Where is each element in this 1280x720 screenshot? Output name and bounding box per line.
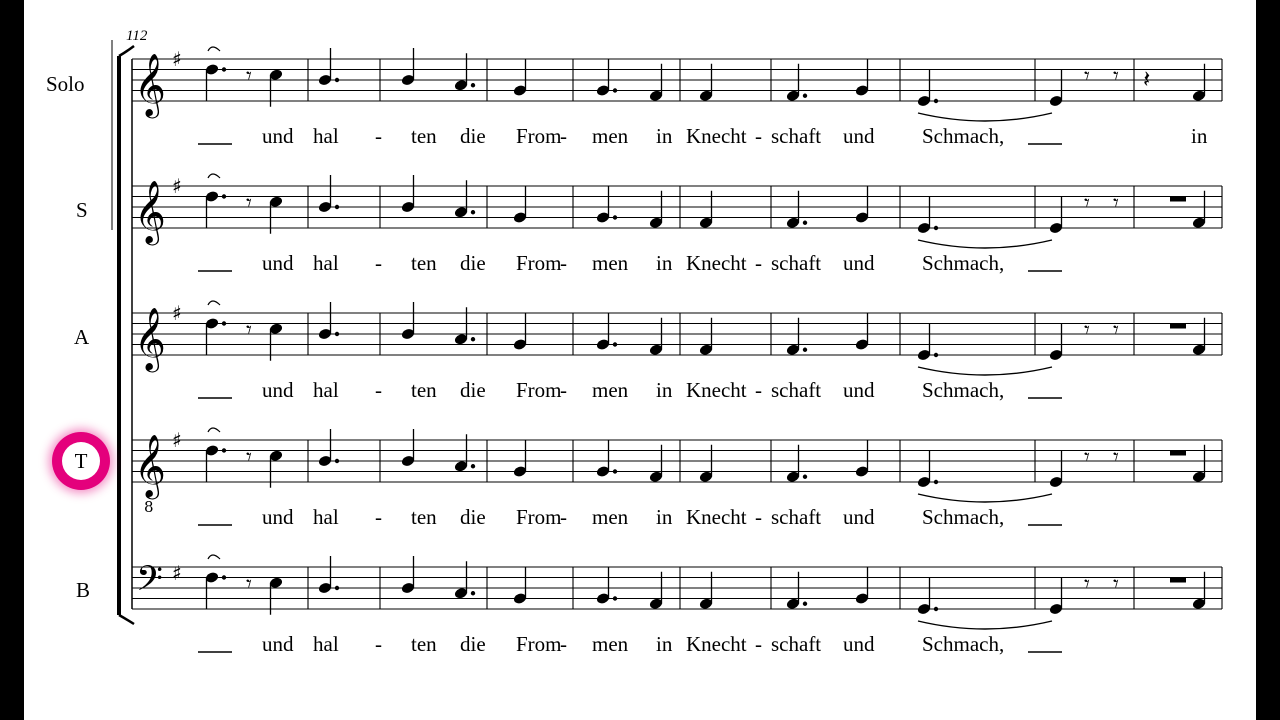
slur <box>918 621 1052 629</box>
lyric-syllable: - <box>375 632 382 656</box>
eighth-rest: 𝄾 <box>1084 64 1090 89</box>
lyric-syllable: hal <box>313 632 339 656</box>
lyric-syllable: - <box>375 378 382 402</box>
dot <box>803 475 807 479</box>
eighth-rest: 𝄾 <box>246 445 252 470</box>
dot <box>335 459 339 463</box>
dot <box>934 99 938 103</box>
lyric-syllable: From <box>516 251 562 275</box>
eighth-rest: 𝄾 <box>1113 445 1119 470</box>
lyric-syllable: hal <box>313 505 339 529</box>
lyric-syllable: - <box>560 505 567 529</box>
eighth-rest: 𝄾 <box>1084 318 1090 343</box>
lyric-syllable: und <box>262 505 294 529</box>
treble-clef: 𝄞 <box>134 180 166 243</box>
lyric-syllable: From <box>516 378 562 402</box>
dot <box>613 215 617 219</box>
lyric-syllable: die <box>460 378 486 402</box>
quarter-rest: 𝄽 <box>1143 65 1151 93</box>
eighth-rest: 𝄾 <box>1113 572 1119 597</box>
lyric-syllable: Knecht <box>686 124 747 148</box>
lyric-syllable: From <box>516 505 562 529</box>
staff-label-alto: A <box>74 325 90 349</box>
lyric-syllable: From <box>516 632 562 656</box>
lyric-syllable: hal <box>313 378 339 402</box>
lyric-syllable: men <box>592 632 629 656</box>
eighth-rest: 𝄾 <box>246 64 252 89</box>
bracket-top-hook <box>119 46 134 56</box>
key-signature-sharp: ♯ <box>172 561 182 585</box>
dot <box>803 94 807 98</box>
lyric-syllable: ten <box>411 505 437 529</box>
lyric-syllable: Knecht <box>686 251 747 275</box>
tie-start <box>208 47 220 51</box>
lyric-syllable: men <box>592 378 629 402</box>
tie-start <box>208 301 220 305</box>
eighth-rest: 𝄾 <box>1113 64 1119 89</box>
dot <box>803 348 807 352</box>
lyric-syllable: ten <box>411 124 437 148</box>
slur <box>918 367 1052 375</box>
bracket-bottom-hook <box>119 615 134 624</box>
key-signature-sharp: ♯ <box>172 47 182 71</box>
dot <box>613 88 617 92</box>
lyric-syllable: - <box>560 632 567 656</box>
dot <box>335 586 339 590</box>
lyric-syllable: - <box>560 378 567 402</box>
staff-1 <box>132 174 1222 248</box>
dot <box>934 353 938 357</box>
slur <box>918 240 1052 248</box>
lyric-syllable: - <box>755 632 762 656</box>
lyric-syllable: in <box>656 378 673 402</box>
lyric-syllable: und <box>262 124 294 148</box>
dot <box>222 67 226 71</box>
dot <box>613 342 617 346</box>
dot <box>222 575 226 579</box>
whole-rest <box>1170 451 1186 456</box>
lyric-syllable: men <box>592 505 629 529</box>
staff-3 <box>132 428 1222 502</box>
dot <box>613 596 617 600</box>
lyric-syllable: - <box>560 251 567 275</box>
lyric-syllable: die <box>460 632 486 656</box>
eighth-rest: 𝄾 <box>1084 572 1090 597</box>
dot <box>471 464 475 468</box>
measure-number: 112 <box>126 28 148 44</box>
lyric-syllable: schaft <box>771 632 822 656</box>
dot <box>803 602 807 606</box>
score-page <box>24 0 1256 720</box>
dot <box>471 337 475 341</box>
tie-start <box>208 555 220 559</box>
lyric-syllable: hal <box>313 124 339 148</box>
slur <box>918 113 1052 121</box>
staff-label-solo: Solo <box>46 72 85 96</box>
dot <box>222 194 226 198</box>
eighth-rest: 𝄾 <box>246 191 252 216</box>
lyric-syllable: in <box>656 124 673 148</box>
lyric-syllable: - <box>375 251 382 275</box>
treble-clef: 𝄞 <box>134 307 166 370</box>
lyric-syllable: - <box>375 124 382 148</box>
lyric-syllable: und <box>843 124 875 148</box>
dot <box>471 83 475 87</box>
lyric-syllable: From <box>516 124 562 148</box>
tie-start <box>208 174 220 178</box>
lyric-syllable: die <box>460 124 486 148</box>
key-signature-sharp: ♯ <box>172 174 182 198</box>
dot <box>222 321 226 325</box>
lyric-syllable: ten <box>411 632 437 656</box>
eighth-rest: 𝄾 <box>1084 445 1090 470</box>
lyric-syllable: Schmach, <box>922 378 1005 402</box>
staff-label-tenor: T <box>74 448 88 473</box>
lyric-syllable: schaft <box>771 505 822 529</box>
whole-rest <box>1170 324 1186 329</box>
lyric-syllable: Schmach, <box>922 505 1005 529</box>
lyric-syllable: Knecht <box>686 632 747 656</box>
staff-4 <box>132 555 1222 629</box>
eighth-rest: 𝄾 <box>246 572 252 597</box>
lyric-syllable: schaft <box>771 251 822 275</box>
dot <box>471 591 475 595</box>
lyric-syllable: - <box>755 124 762 148</box>
lyric-syllable: - <box>560 124 567 148</box>
lyric-syllable: - <box>755 251 762 275</box>
lyric-syllable: hal <box>313 251 339 275</box>
staff-2 <box>132 301 1222 375</box>
dot <box>471 210 475 214</box>
lyric-syllable: in <box>1191 124 1208 148</box>
dot <box>335 78 339 82</box>
lyric-syllable: in <box>656 505 673 529</box>
lyric-syllable: schaft <box>771 124 822 148</box>
clef-octave-mark: 8 <box>144 498 154 516</box>
tenor-highlight-marker[interactable] <box>52 432 110 490</box>
treble-clef: 𝄞 <box>134 434 166 497</box>
lyric-syllable: - <box>755 505 762 529</box>
key-signature-sharp: ♯ <box>172 301 182 325</box>
dot <box>934 607 938 611</box>
staff-label-bass: B <box>76 578 91 602</box>
lyric-syllable: Schmach, <box>922 124 1005 148</box>
lyric-syllable: und <box>843 378 875 402</box>
lyric-syllable: - <box>755 378 762 402</box>
staff-label-soprano: S <box>76 198 88 222</box>
slur <box>918 494 1052 502</box>
dot <box>335 205 339 209</box>
lyric-syllable: men <box>592 124 629 148</box>
lyric-syllable: und <box>262 378 294 402</box>
lyric-syllable: Schmach, <box>922 632 1005 656</box>
lyric-syllable: ten <box>411 378 437 402</box>
lyric-syllable: und <box>843 251 875 275</box>
whole-rest <box>1170 578 1186 583</box>
lyric-syllable: - <box>375 505 382 529</box>
whole-rest <box>1170 197 1186 202</box>
lyric-syllable: und <box>843 505 875 529</box>
lyric-syllable: und <box>262 632 294 656</box>
lyric-syllable: ten <box>411 251 437 275</box>
eighth-rest: 𝄾 <box>1113 318 1119 343</box>
lyric-syllable: die <box>460 251 486 275</box>
lyric-syllable: men <box>592 251 629 275</box>
dot <box>613 469 617 473</box>
key-signature-sharp: ♯ <box>172 428 182 452</box>
dot <box>934 480 938 484</box>
dot <box>934 226 938 230</box>
eighth-rest: 𝄾 <box>246 318 252 343</box>
tie-start <box>208 428 220 432</box>
lyric-syllable: die <box>460 505 486 529</box>
treble-clef: 𝄞 <box>134 53 166 116</box>
lyric-syllable: und <box>262 251 294 275</box>
bass-clef: 𝄢 <box>136 558 164 607</box>
dot <box>222 448 226 452</box>
dot <box>335 332 339 336</box>
lyric-syllable: Schmach, <box>922 251 1005 275</box>
staff-0 <box>132 47 1222 121</box>
dot <box>803 221 807 225</box>
lyric-syllable: Knecht <box>686 378 747 402</box>
eighth-rest: 𝄾 <box>1113 191 1119 216</box>
lyric-syllable: schaft <box>771 378 822 402</box>
lyric-syllable: und <box>843 632 875 656</box>
music-staves <box>24 0 1256 720</box>
eighth-rest: 𝄾 <box>1084 191 1090 216</box>
lyric-syllable: in <box>656 632 673 656</box>
lyric-syllable: in <box>656 251 673 275</box>
lyric-syllable: Knecht <box>686 505 747 529</box>
